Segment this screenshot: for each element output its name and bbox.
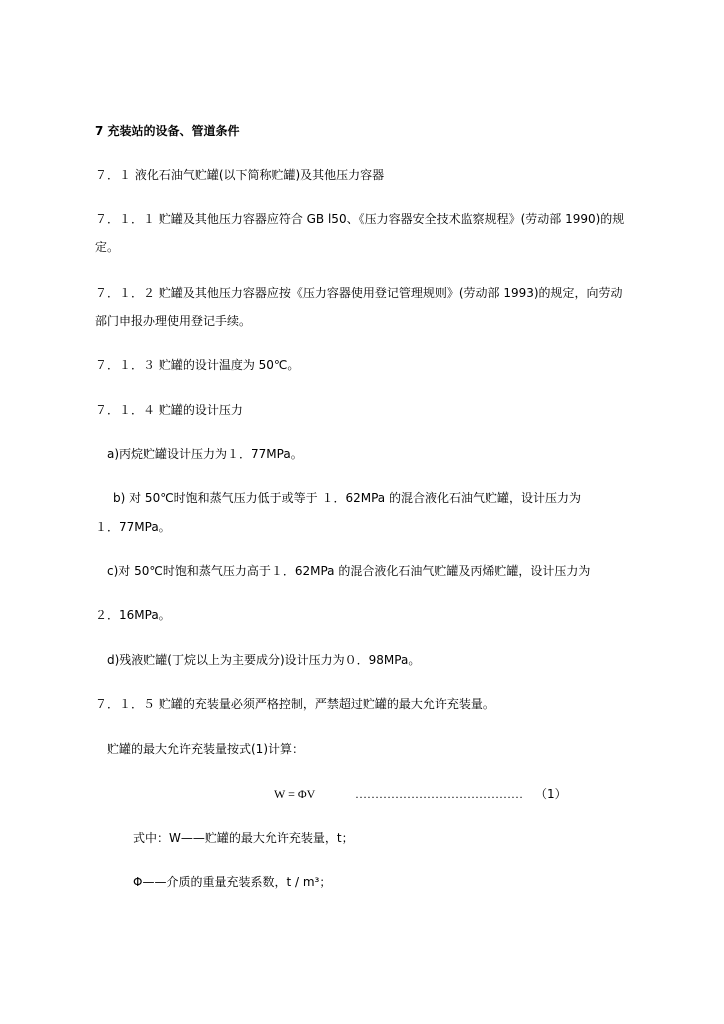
where-w: 式中：W——贮罐的最大允许充装量，t；	[133, 831, 354, 845]
clause-7-1-1-line2: 定。	[95, 240, 120, 254]
item-c-line1: c)对 50℃时饱和蒸气压力高于１．62MPa 的混合液化石油气贮罐及丙烯贮罐，设计压力为	[107, 564, 591, 578]
clause-7-1: ７．１ 液化石油气贮罐(以下简称贮罐)及其他压力容器	[95, 168, 385, 182]
section-heading: 7 充装站的设备、管道条件	[95, 124, 240, 138]
clause-7-1-3: ７．１．３ 贮罐的设计温度为 50℃。	[95, 358, 300, 372]
item-b-line1: b) 对 50℃时饱和蒸气压力低于或等于 １．62MPa 的混合液化石油气贮罐，设计压力为	[113, 491, 581, 505]
item-c-line2: ２．16MPa。	[95, 608, 171, 622]
clause-7-1-2-line2: 部门申报办理使用登记手续。	[95, 314, 252, 328]
clause-7-1-4: ７．１．４ 贮罐的设计压力	[95, 403, 243, 417]
clause-7-1-1-line1: ７．１．１ 贮罐及其他压力容器应符合 GB l50、《压力容器安全技术监察规程》(劳动部 1990)的规	[95, 212, 625, 226]
clause-7-1-2-line1: ７．１．２ 贮罐及其他压力容器应按《压力容器使用登记管理规则》(劳动部 1993)的规定，向劳动	[95, 286, 623, 300]
item-a: a)丙烷贮罐设计压力为１．77MPa。	[107, 447, 303, 461]
clause-7-1-5: ７．１．５ 贮罐的充装量必须严格控制，严禁超过贮罐的最大允许充装量。	[95, 697, 495, 711]
formula-intro: 贮罐的最大允许充装量按式(1)计算：	[107, 742, 304, 756]
item-d: d)残液贮罐(丁烷以上为主要成分)设计压力为０．98MPa。	[107, 653, 421, 667]
item-b-line2: １．77MPa。	[95, 520, 171, 534]
where-phi: Φ——介质的重量充装系数，t / m³；	[133, 875, 332, 889]
formula-number: （1）	[535, 787, 567, 801]
formula: W = ΦV	[274, 787, 316, 801]
formula-dots: ……………………………………	[355, 787, 523, 801]
